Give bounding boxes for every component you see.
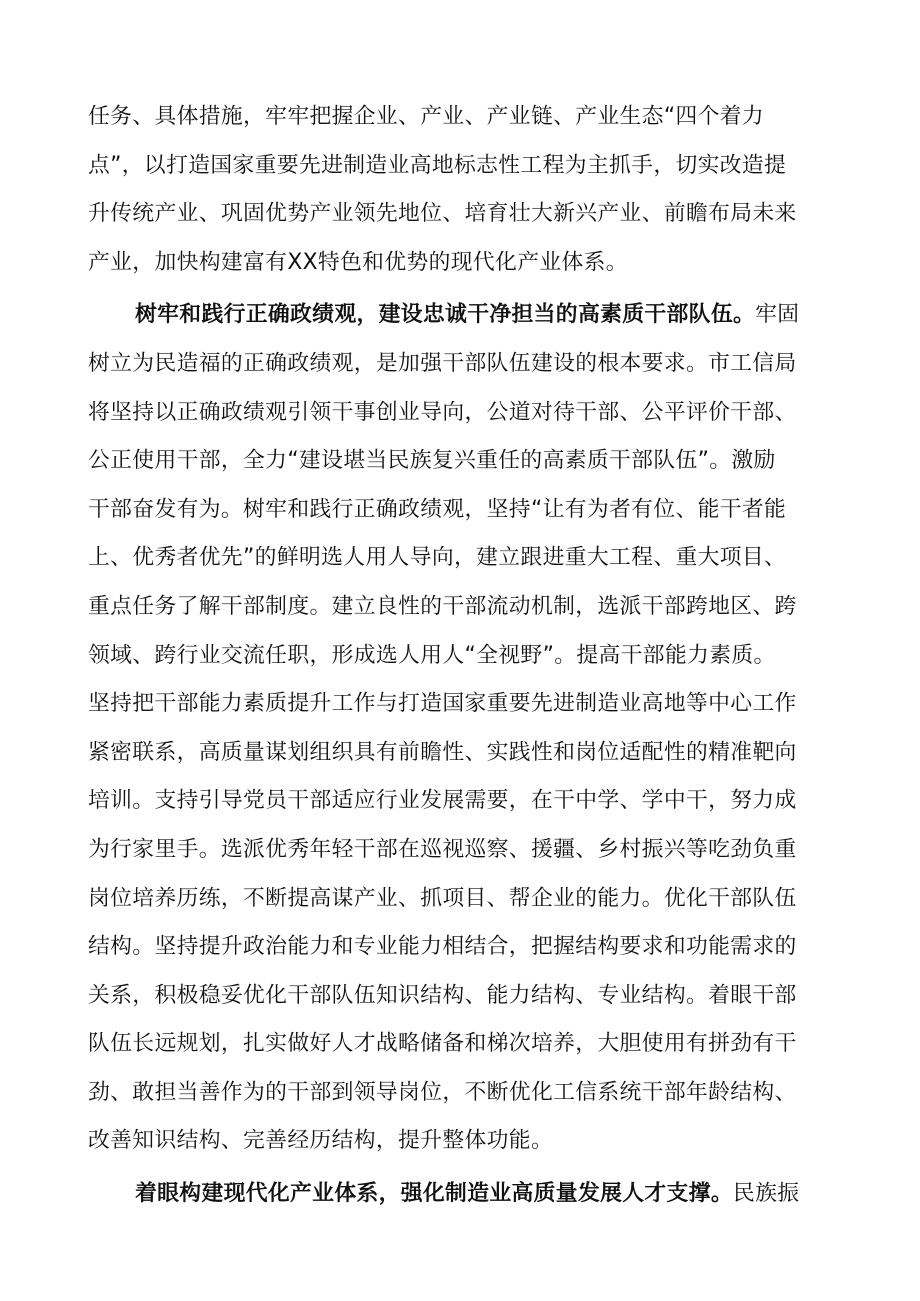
text-line: 为行家里手。选派优秀年轻干部在巡视巡察、援疆、乡村振兴等吃劲负重 xyxy=(88,836,797,862)
text-line: 公正使用干部，全力“建设堪当民族复兴重任的高素质干部队伍”。激励 xyxy=(88,448,776,474)
text-line: 队伍长远规划，扎实做好人才战略储备和梯次培养，大胆使用有拼劲有干 xyxy=(88,1031,797,1057)
paragraph-heading: 树牢和践行正确政绩观，建设忠诚干净担当的高素质干部队伍。 xyxy=(135,302,756,328)
text-line: 上、优秀者优先”的鲜明选人用人导向，建立跟进重大工程、重大项目、 xyxy=(88,545,787,571)
text-line: 紧密联系，高质量谋划组织具有前瞻性、实践性和岗位适配性的精准靶向 xyxy=(88,739,797,765)
text-line: 产业，加快构建富有XX特色和优势的现代化产业体系。 xyxy=(88,249,628,275)
document-page xyxy=(88,93,833,1219)
text-run: 牢固 xyxy=(755,302,800,328)
paragraph-first-line xyxy=(88,1170,833,1219)
text-line: 树立为民造福的正确政绩观，是加强干部队伍建设的根本要求。市工信局 xyxy=(88,350,797,376)
paragraph-1 xyxy=(88,93,833,287)
paragraph-2 xyxy=(88,291,833,1166)
paragraph-3 xyxy=(88,1170,833,1219)
text-line: 点”，以打造国家重要先进制造业高地标志性工程为主抓手，切实改造提 xyxy=(88,152,787,178)
paragraph-heading: 着眼构建现代化产业体系，强化制造业高质量发展人才支撑。 xyxy=(135,1181,733,1207)
text-line: 结构。坚持提升政治能力和专业能力相结合，把握结构要求和功能需求的 xyxy=(88,934,797,960)
text-line: 将坚持以正确政绩观引领干事创业导向，公道对待干部、公平评价干部、 xyxy=(88,399,797,425)
text-line: 升传统产业、巩固优势产业领先地位、培育壮大新兴产业、前瞻布局未来 xyxy=(88,201,797,227)
paragraph-first-line xyxy=(88,291,833,340)
text-line: 干部奋发有为。树牢和践行正确政绩观，坚持“让有为者有位、能干者能 xyxy=(88,496,787,522)
text-line: 重点任务了解干部制度。建立良性的干部流动机制，选派干部跨地区、跨 xyxy=(88,593,797,619)
text-line: 劲、敢担当善作为的干部到领导岗位，不断优化工信系统干部年龄结构、 xyxy=(88,1079,797,1105)
text-line: 改善知识结构、完善经历结构，提升整体功能。 xyxy=(88,1128,554,1154)
text-line: 领域、跨行业交流任职，形成选人用人“全视野”。提高干部能力素质。 xyxy=(88,642,776,668)
text-line: 坚持把干部能力素质提升工作与打造国家重要先进制造业高地等中心工作 xyxy=(88,691,797,717)
text-line: 岗位培养历练，不断提高谋产业、抓项目、帮企业的能力。优化干部队伍 xyxy=(88,885,797,911)
text-run: 民族振 xyxy=(732,1181,800,1207)
text-line: 任务、具体措施，牢牢把握企业、产业、产业链、产业生态“四个着力 xyxy=(88,104,765,129)
text-line: 关系，积极稳妥优化干部队伍知识结构、能力结构、专业结构。着眼干部 xyxy=(88,982,797,1008)
text-line: 培训。支持引导党员干部适应行业发展需要，在干中学、学中干，努力成 xyxy=(88,788,797,814)
